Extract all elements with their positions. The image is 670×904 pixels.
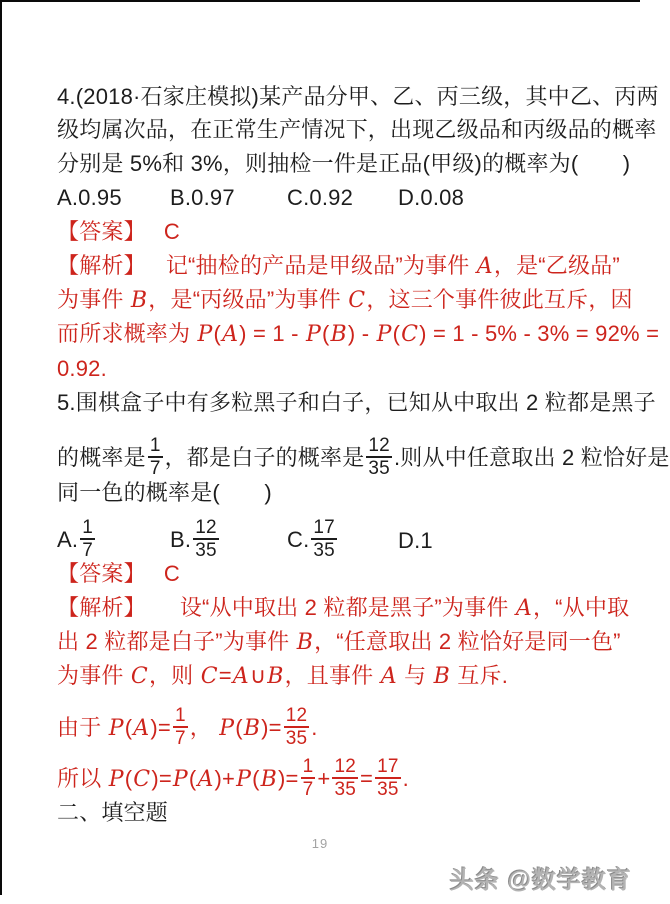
math-variable: P bbox=[219, 716, 235, 742]
fraction-numerator: 12 bbox=[332, 756, 358, 779]
q4-answer-row bbox=[57, 219, 180, 245]
q5-option-a bbox=[57, 519, 170, 564]
math-variable: A bbox=[133, 716, 150, 742]
fraction-numerator: 1 bbox=[80, 517, 95, 540]
q5-options-row bbox=[57, 519, 433, 564]
page-number: 19 bbox=[311, 836, 329, 851]
math-variable: A bbox=[197, 767, 214, 793]
text-segment: )= bbox=[150, 715, 171, 741]
fraction-denominator: 35 bbox=[368, 458, 390, 480]
q4-answer-label: 【答案】 bbox=[57, 219, 146, 244]
text-segment: 而所求概率为 bbox=[57, 321, 197, 346]
fraction-denominator: 7 bbox=[174, 728, 186, 750]
math-variable: P bbox=[108, 716, 124, 742]
q4-analysis-line-1 bbox=[57, 253, 620, 280]
text-segment: + bbox=[317, 766, 331, 792]
text-segment: 的概率是 bbox=[57, 445, 146, 471]
q5-stem-line-3: 同一色的概率是( ) bbox=[57, 480, 272, 505]
text-segment: 互斥. bbox=[451, 663, 509, 688]
fraction bbox=[366, 435, 392, 480]
text-segment: )= bbox=[261, 715, 282, 741]
fraction-numerator: 12 bbox=[193, 517, 219, 540]
text-segment: ( bbox=[235, 715, 243, 741]
fraction bbox=[173, 705, 188, 750]
text-segment: )+ bbox=[214, 766, 236, 792]
fraction-denominator: 35 bbox=[377, 779, 399, 801]
math-variable: B bbox=[130, 288, 148, 313]
math-variable: B bbox=[296, 630, 314, 655]
text-segment: 为事件 bbox=[57, 287, 130, 312]
q5-stem-line-1: 5.围棋盒子中有多粒黑子和白子，已知从中取出 2 粒都是黑子 bbox=[57, 390, 656, 415]
math-variable: B bbox=[267, 664, 284, 689]
text-segment: ( bbox=[213, 321, 222, 346]
text-segment: ， bbox=[189, 715, 219, 741]
text-segment: ) = 1 - bbox=[239, 321, 305, 346]
fraction-denominator: 35 bbox=[285, 728, 308, 750]
text-segment: ( bbox=[321, 321, 330, 346]
q4-analysis-content-1 bbox=[166, 253, 620, 278]
q5-answer-value: C bbox=[163, 561, 180, 586]
fraction bbox=[301, 756, 316, 801]
text-segment: . bbox=[311, 715, 318, 741]
q5-option-d bbox=[398, 528, 433, 554]
math-variable: P bbox=[172, 767, 188, 793]
fraction-denominator: 7 bbox=[149, 458, 161, 480]
text-segment: 所以 bbox=[57, 766, 108, 792]
text-segment: ，都是白子的概率是 bbox=[164, 445, 365, 471]
text-segment: ，“任意取出 2 粒恰好是同一色” bbox=[314, 629, 621, 654]
section-2-heading: 二、填空题 bbox=[57, 800, 169, 825]
scan-border-top bbox=[0, 0, 640, 2]
fraction-denominator: 7 bbox=[82, 540, 93, 562]
text-segment: 记“抽检的产品是甲级品”为事件 bbox=[165, 253, 476, 278]
text-segment: ( bbox=[252, 766, 260, 792]
fraction bbox=[148, 435, 163, 480]
text-segment: 出 2 粒都是白子”为事件 bbox=[57, 629, 296, 654]
text-segment: B. bbox=[170, 527, 192, 553]
fraction-denominator: 35 bbox=[313, 540, 335, 562]
text-segment: . bbox=[402, 766, 409, 792]
math-variable: P bbox=[305, 322, 321, 347]
text-segment: 设“从中取出 2 粒都是黑子”为事件 bbox=[179, 595, 515, 620]
math-variable: C bbox=[401, 322, 419, 347]
q5-stem-line-2 bbox=[57, 437, 670, 482]
fraction bbox=[284, 705, 310, 750]
q5-analysis-content-1 bbox=[180, 595, 629, 620]
fraction bbox=[80, 517, 95, 562]
fraction bbox=[375, 756, 401, 801]
math-variable: C bbox=[133, 767, 151, 793]
text-segment: ( bbox=[188, 766, 197, 792]
fraction-denominator: 35 bbox=[195, 540, 217, 562]
text-segment: ) - bbox=[347, 321, 376, 346]
math-variable: P bbox=[197, 322, 213, 347]
math-variable: B bbox=[433, 664, 450, 689]
math-variable: A bbox=[380, 664, 397, 689]
text-segment: ，且事件 bbox=[284, 663, 380, 688]
math-variable: C bbox=[130, 664, 148, 689]
q5-answer-row bbox=[57, 561, 180, 587]
fraction-numerator: 12 bbox=[284, 705, 310, 728]
q4-option-b: B.0.97 bbox=[170, 185, 235, 210]
fraction bbox=[311, 517, 337, 562]
q4-stem-line-2: 级均属次品，在正常生产情况下，出现乙级品和丙级品的概率 bbox=[57, 117, 657, 142]
q4-option-d: D.0.08 bbox=[398, 185, 465, 210]
text-segment: ) = 1 - 5% - 3% = 92% = bbox=[419, 321, 660, 346]
math-variable: A bbox=[476, 254, 493, 279]
text-segment: )= bbox=[151, 766, 172, 792]
q5-analysis-equation-1 bbox=[57, 707, 318, 752]
text-segment: )= bbox=[278, 766, 299, 792]
text-segment: 为事件 bbox=[57, 663, 130, 688]
fraction-denominator: 7 bbox=[302, 779, 314, 801]
fraction bbox=[332, 756, 358, 801]
q4-analysis-label: 【解析】 bbox=[57, 253, 146, 278]
q5-analysis-equation-2 bbox=[57, 758, 409, 803]
text-segment: 0.92. bbox=[57, 356, 107, 381]
math-variable: B bbox=[260, 767, 278, 793]
fraction bbox=[193, 517, 219, 562]
q5-option-c bbox=[287, 519, 398, 564]
text-segment: A. bbox=[57, 527, 79, 553]
math-variable: B bbox=[330, 322, 347, 347]
q4-analysis-line-4 bbox=[57, 356, 107, 382]
fraction-numerator: 1 bbox=[301, 756, 316, 779]
fraction-denominator: 35 bbox=[334, 779, 356, 801]
text-segment: ，是“丙级品”为事件 bbox=[148, 287, 348, 312]
q4-options-row bbox=[57, 185, 464, 211]
q5-answer-label: 【答案】 bbox=[57, 561, 146, 586]
q4-analysis-line-3 bbox=[57, 321, 659, 348]
math-variable: C bbox=[200, 664, 218, 689]
q5-analysis-line-2 bbox=[57, 629, 621, 656]
q4-stem-line-3: 分别是 5%和 3%，则抽检一件是正品(甲级)的概率为( ) bbox=[57, 151, 631, 176]
math-variable: A bbox=[515, 596, 532, 621]
text-segment: 由于 bbox=[57, 715, 108, 741]
q5-analysis-line-1 bbox=[57, 595, 629, 622]
fraction-numerator: 17 bbox=[311, 517, 337, 540]
text-segment: ( bbox=[392, 321, 401, 346]
fraction-numerator: 1 bbox=[173, 705, 188, 728]
q4-analysis-line-2 bbox=[57, 287, 633, 314]
math-variable: P bbox=[376, 322, 392, 347]
text-segment: C. bbox=[287, 527, 310, 553]
text-segment: ，“从中取 bbox=[532, 595, 630, 620]
q5-option-b bbox=[170, 519, 287, 564]
q4-option-c: C.0.92 bbox=[287, 185, 354, 210]
text-segment: ( bbox=[124, 715, 133, 741]
watermark-text: 头条 @数学教育 bbox=[449, 867, 632, 894]
math-variable: P bbox=[108, 767, 124, 793]
text-segment: ∪ bbox=[249, 663, 267, 688]
text-segment: ，则 bbox=[148, 663, 200, 688]
math-variable: A bbox=[222, 322, 239, 347]
text-segment: = bbox=[218, 663, 232, 688]
q4-answer-value: C bbox=[163, 219, 180, 244]
text-segment: D.1 bbox=[398, 528, 433, 554]
text-segment: 与 bbox=[397, 663, 433, 688]
math-variable: A bbox=[232, 664, 249, 689]
q5-analysis-label: 【解析】 bbox=[57, 595, 146, 620]
text-segment: ，这三个事件彼此互斥，因 bbox=[366, 287, 633, 312]
math-variable: P bbox=[236, 767, 252, 793]
fraction-numerator: 17 bbox=[375, 756, 401, 779]
text-segment: .则从中任意取出 2 粒恰好是 bbox=[393, 445, 670, 471]
scan-border-left bbox=[0, 0, 2, 895]
q4-stem-line-1: 4.(2018·石家庄模拟)某产品分甲、乙、丙三级，其中乙、丙两 bbox=[57, 84, 659, 109]
q4-option-a: A.0.95 bbox=[57, 185, 122, 210]
fraction-numerator: 1 bbox=[148, 435, 163, 458]
math-variable: B bbox=[243, 716, 261, 742]
q5-analysis-line-3 bbox=[57, 663, 508, 690]
math-variable: C bbox=[348, 288, 366, 313]
text-segment: = bbox=[360, 766, 374, 792]
fraction-numerator: 12 bbox=[366, 435, 392, 458]
text-segment: ，是“乙级品” bbox=[493, 253, 620, 278]
text-segment: ( bbox=[124, 766, 133, 792]
